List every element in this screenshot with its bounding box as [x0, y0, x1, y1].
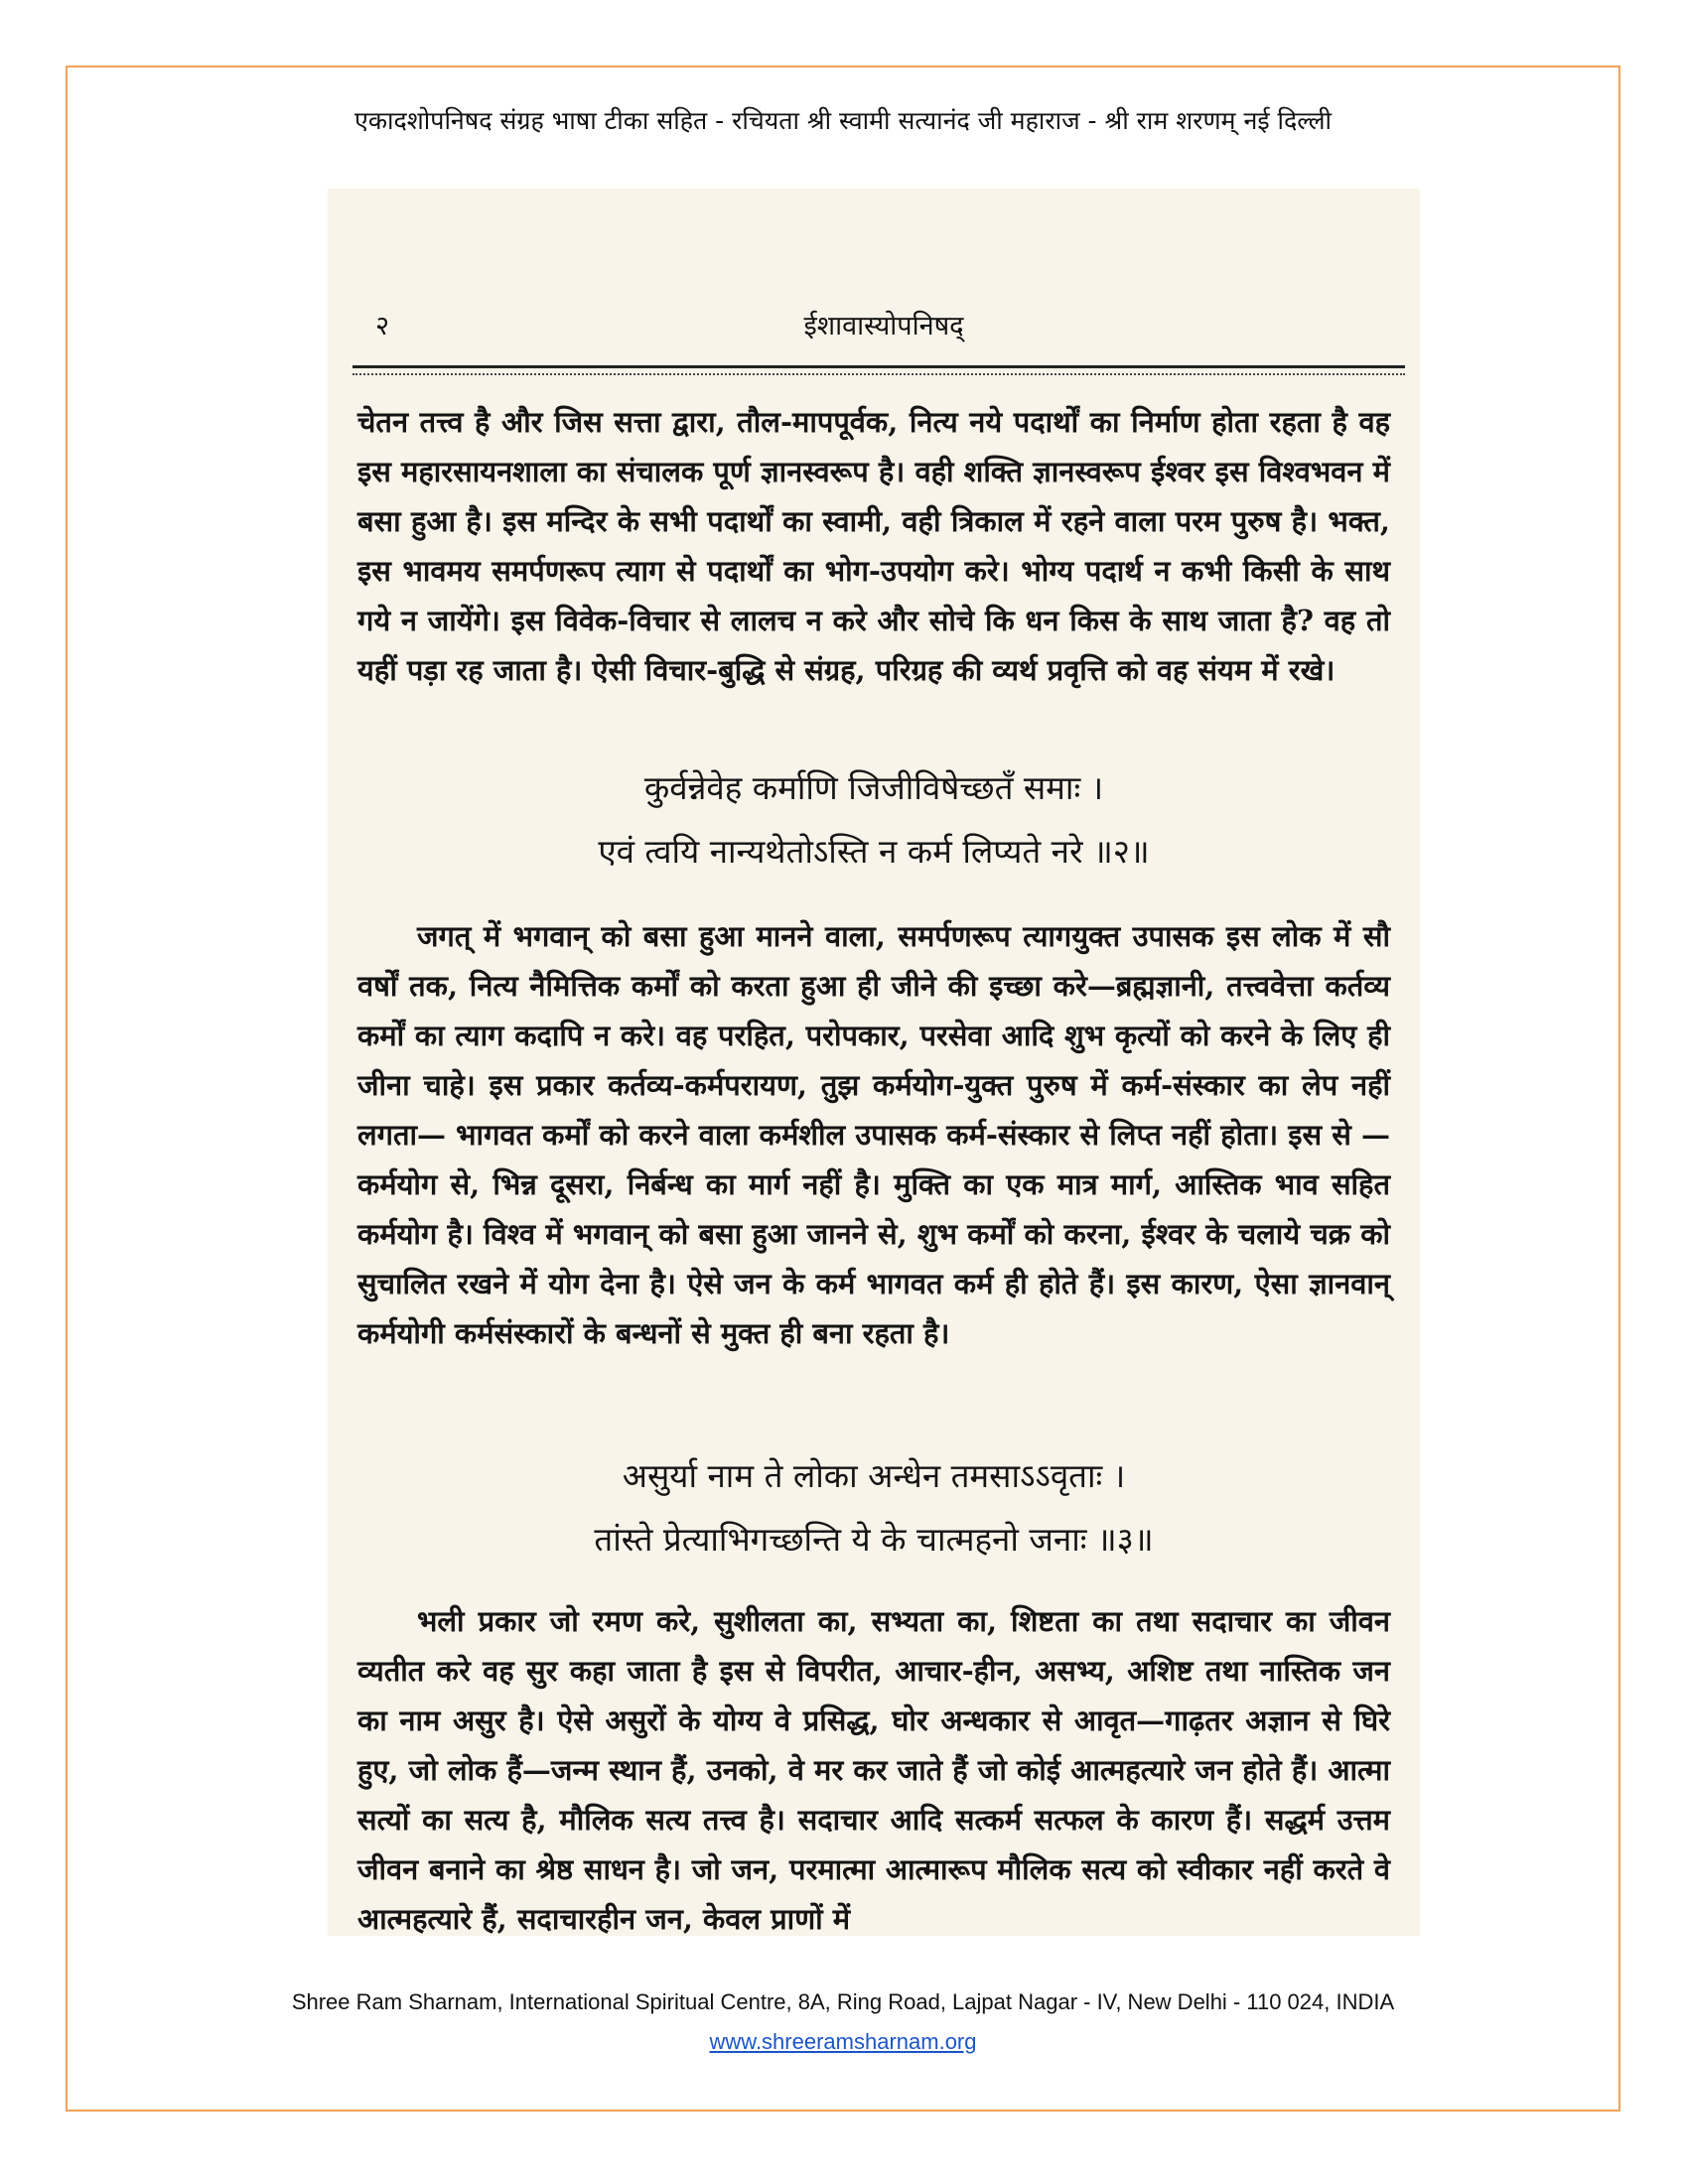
page-title: ईशावास्योपनिषद्: [803, 311, 964, 341]
website-link[interactable]: www.shreeramsharnam.org: [709, 2029, 977, 2054]
header-rule: [352, 365, 1405, 368]
commentary-paragraph-2: जगत् में भगवान् को बसा हुआ मानने वाला, समर्पणरूप त्यागयुक्त उपासक इस लोक में सौ वर्षों तक, नित्य नैमित्तिक कर्मों को करता हुआ ही जीने की इच्छा करे—ब्रह्मज्ञानी, तत्त्ववेत्ता कर्तव्य कर्मों का त्याग कदापि न करे। वह परहित, परोपकार, परसेवा आदि शुभ कृत्यों को करने के लिए ही जीना चाहे। इस प्रकार कर्तव्य-कर्मपरायण, तुझ कर्मयोग-युक्त पुरुष में कर्म-संस्कार का लेप नहीं लगता— भागवत कर्मों को करने वाला कर्मशील उपासक कर्म-संस्कार से लिप्त नहीं होता। इस से — कर्मयोग से, भिन्न दूसरा, निर्बन्ध का मार्ग नहीं है। मुक्ति का एक मात्र मार्ग, आस्तिक भाव सहित कर्मयोग है। विश्व में भगवान् को बसा हुआ जानने से, शुभ कर्मों को करना, ईश्वर के चलाये चक्र को सुचालित रखने में योग देना है। ऐसे जन के कर्म भागवत कर्म ही होते हैं। इस कारण, ऐसा ज्ञानवान् कर्मयोगी कर्मसंस्कारों के बन्धनों से मुक्त ही बना रहता है।: [357, 919, 1390, 1350]
page-number: २: [375, 311, 390, 341]
scanned-page: [328, 189, 1420, 1936]
verse-2: [328, 756, 1420, 884]
document-header: एकादशोपनिषद संग्रह भाषा टीका सहित - रचियता श्री स्वामी सत्यानंद जी महाराज - श्री राम शरणम् नई दिल्ली: [354, 106, 1332, 135]
header-dotted-rule: [352, 373, 1405, 375]
verse-3-line-1: असुर्या नाम ते लोका अन्धेन तमसाऽऽवृताः ।: [622, 1456, 1126, 1495]
footer-website: [66, 2029, 1620, 2055]
verse-3: [328, 1444, 1420, 1571]
verse-2-line-2: एवं त्वयि नान्यथेतोऽस्ति न कर्म लिप्यते नरे ॥२॥: [598, 832, 1150, 871]
commentary-paragraph-1: चेतन तत्त्व है और जिस सत्ता द्वारा, तौल-मापपूर्वक, नित्य नये पदार्थों का निर्माण होता रहता है वह इस महारसायनशाला का संचालक पूर्ण ज्ञानस्वरूप है। वही शक्ति ज्ञानस्वरूप ईश्वर इस विश्वभवन में बसा हुआ है। इस मन्दिर के सभी पदार्थों का स्वामी, वही त्रिकाल में रहने वाला परम पुरुष है। भक्त, इस भावमय समर्पणरूप त्याग से पदार्थों का भोग-उपयोग करे। भोग्य पदार्थ न कभी किसी के साथ गये न जायेंगे। इस विवेक-विचार से लालच न करे और सोचे कि धन किस के साथ जाता है? वह तो यहीं पड़ा रह जाता है। ऐसी विचार-बुद्धि से संग्रह, परिग्रह की व्यर्थ प्रवृत्ति को वह संयम में रखे।: [357, 405, 1390, 687]
verse-2-line-1: कुर्वन्नेवेह कर्माणि जिजीविषेच्छतँ समाः ।: [643, 768, 1104, 807]
verse-3-line-2: तांस्ते प्रेत्याभिगच्छन्ति ये के चात्महनो जनाः ॥३॥: [594, 1520, 1154, 1559]
footer-address: Shree Ram Sharnam, International Spiritual Centre, 8A, Ring Road, Lajpat Nagar - IV, New Delhi - 110 024, INDIA: [291, 1989, 1395, 2014]
commentary-paragraph-3: भली प्रकार जो रमण करे, सुशीलता का, सभ्यता का, शिष्टता का तथा सदाचार का जीवन व्यतीत करे वह सुर कहा जाता है इस से विपरीत, आचार-हीन, असभ्य, अशिष्ट तथा नास्तिक जन का नाम असुर है। ऐसे असुरों के योग्य वे प्रसिद्ध, घोर अन्धकार से आवृत—गाढ़तर अज्ञान से घिरे हुए, जो लोक हैं—जन्म स्थान हैं, उनको, वे मर कर जाते हैं जो कोई आत्महत्यारे जन होते हैं। आत्मा सत्यों का सत्य है, मौलिक सत्य तत्त्व है। सदाचार आदि सत्कर्म सत्फल के कारण हैं। सद्धर्म उत्तम जीवन बनाने का श्रेष्ठ साधन है। जो जन, परमात्मा आत्मारूप मौलिक सत्य को स्वीकार नहीं करते वे आत्महत्यारे हैं, सदाचारहीन जन, केवल प्राणों में: [357, 1604, 1390, 1936]
page-running-head: [357, 306, 1410, 345]
